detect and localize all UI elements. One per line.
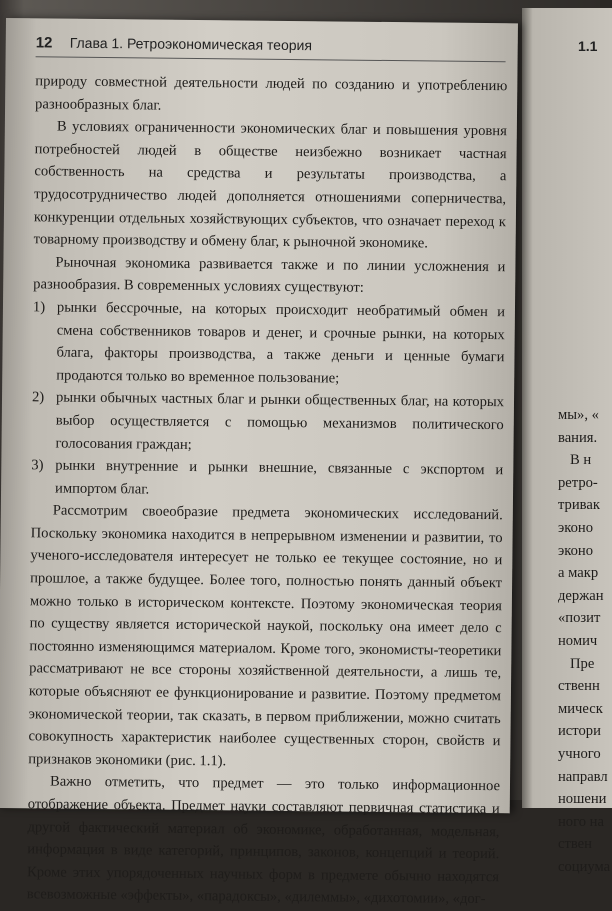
right-line: «позит bbox=[558, 610, 601, 627]
right-line: мическ bbox=[558, 700, 603, 717]
right-line: социума bbox=[558, 858, 611, 875]
paragraph: Рассмотрим своеобразие предмета экономических исследований. Поскольку экономика находится в непрерывном изменении и развитии, то ученого-исследователя интересует не только ее текущее состояние, но и прошлое, а также будущее. Более того, полностью понять данный объект можно только в историческом контексте. Поэтому экономическая теория по существу является исторической наукой, поскольку она имеет дело с постоянно изменяющимся материалом. Кроме того, экономисты-теоретики рассматривают не все стороны хозяйственной деятельности, а лишь те, которые объясняют ее функционирование и развитие. Поэтому предметом экономической теории, так сказать, в первом приближении, можно считать совокупность характеристик наиболее существенных сторон, свойств и признаков экономики (рис. 1.1). bbox=[28, 502, 503, 770]
market-types-list bbox=[31, 296, 505, 504]
list-number: 1) bbox=[32, 299, 46, 316]
right-line: тривак bbox=[558, 497, 600, 514]
right-line: эконо bbox=[558, 519, 594, 536]
right-line: номич bbox=[558, 632, 598, 649]
right-line: Пре bbox=[570, 655, 595, 672]
right-page-text bbox=[558, 404, 610, 878]
page-body bbox=[27, 70, 508, 911]
right-line: В н bbox=[570, 452, 592, 469]
list-text: рынки бессрочные, на которых происходит необратимый обмен и смена собственников товаров и денег, и срочные рынки, на которых блага, факторы производства, а также деньги и ценные бумаги продаются только во временное пользование; bbox=[56, 299, 506, 387]
list-item bbox=[31, 454, 503, 504]
right-line: мы», « bbox=[558, 407, 599, 423]
right-line: вания. bbox=[558, 429, 598, 446]
page-number: 12 bbox=[35, 34, 53, 52]
right-line: ствен bbox=[558, 836, 592, 853]
paragraph: В условиях ограниченности экономических благ и повышения уровня потребностей людей в обществе неизбежно возникает частная собственность на средства и результаты производства, а трудосотрудничество людей дополняется отношениями соперничества, конкуренции отдельных хозяйствующих субъектов, что означает переход к товарному производству и обмену благ, к рыночной экономике. bbox=[33, 118, 507, 252]
right-line: истори bbox=[558, 723, 601, 740]
right-line: ретро- bbox=[558, 474, 598, 491]
running-header bbox=[36, 32, 506, 62]
right-line: направл bbox=[558, 768, 608, 785]
paragraph: Важно отметить, что предмет — это только информационное отображение объекта. Предмет науки составляют первичная статистика и другой фактический материал об экономике, обработанная, модельная, информация в виде категорий, принципов, законов, концепций и теорий. Кроме этих упорядоченных научных форм в предмете обычно находятся всевозможные «эффекты», «парадоксы», «дилеммы», «дихотомии», «дог- bbox=[26, 773, 501, 908]
paragraph: природу совместной деятельности людей по созданию и употреблению разнообразных благ. bbox=[35, 73, 508, 114]
right-line: держан bbox=[558, 587, 604, 604]
right-line: ственн bbox=[558, 678, 600, 695]
list-number: 2) bbox=[31, 389, 45, 406]
right-line: ного на bbox=[558, 813, 604, 830]
right-page-number: 1.1 bbox=[578, 38, 598, 54]
right-page bbox=[522, 8, 612, 875]
list-text: рынки обычных частных благ и рынки общественных благ, на которых выбор осуществляется с помощью механизмов политического голосования граждан; bbox=[55, 389, 505, 453]
list-item bbox=[31, 387, 504, 460]
list-item bbox=[32, 296, 505, 391]
list-text: рынки внутренние и рынки внешние, связанные с экспортом и импортом благ. bbox=[54, 457, 504, 498]
paragraph: Рыночная экономика развивается также и по линии усложнения и разнообразия. В современных условиях существуют: bbox=[33, 254, 506, 297]
book-page bbox=[0, 18, 518, 908]
right-line: а макр bbox=[558, 565, 599, 582]
right-line: эконо bbox=[558, 542, 594, 559]
right-line: учного bbox=[558, 745, 601, 762]
list-number: 3) bbox=[31, 457, 44, 474]
chapter-title: Глава 1. Ретроэкономическая теория bbox=[69, 34, 313, 54]
right-line: ношени bbox=[558, 791, 607, 808]
